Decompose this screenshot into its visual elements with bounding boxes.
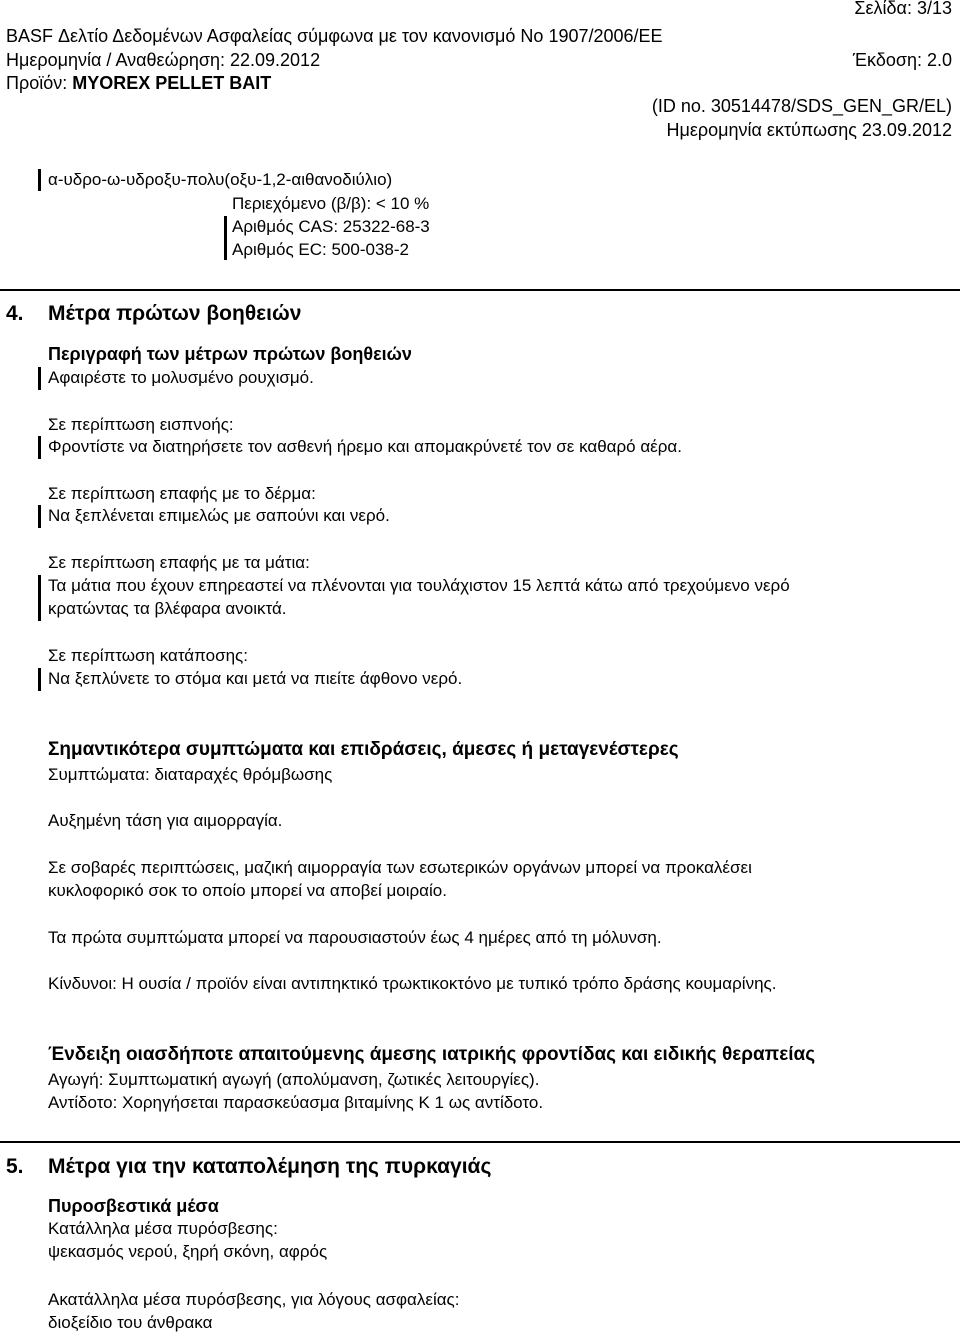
section-divider [0, 1141, 960, 1143]
section-5-number: 5. [6, 1155, 24, 1178]
ingestion-text: Να ξεπλύνετε το στόμα και μετά να πιείτε άφθονο νερό. [48, 669, 463, 688]
medical-care-heading: Ένδειξη οιασδήποτε απαιτούμενης άμεσης ιατρικής φροντίδας και ειδικής θεραπείας [48, 1044, 816, 1065]
print-date: Ημερομηνία εκτύπωσης 23.09.2012 [666, 120, 952, 140]
id-number: (ID no. 30514478/SDS_GEN_GR/EL) [651, 96, 952, 116]
change-bar [38, 505, 41, 528]
suitable-media-text: ψεκασμός νερού, ξηρή σκόνη, αφρός [48, 1242, 328, 1261]
product-label: Προϊόν: [6, 73, 73, 93]
first-aid-description-heading: Περιγραφή των μέτρων πρώτων βοηθειών [48, 344, 412, 364]
symptoms-heading: Σημαντικότερα συμπτώματα και επιδράσεις, άμεσες ή μεταγενέστερες [48, 739, 679, 760]
change-bar [38, 668, 41, 691]
component-content: Περιεχόμενο (β/β): < 10 % [232, 194, 430, 213]
unsuitable-media-text: διοξείδιο του άνθρακα [48, 1313, 213, 1332]
section-5-title: Μέτρα για την καταπολέμηση της πυρκαγιάς [48, 1155, 492, 1178]
ec-number: Αριθμός EC: 500-038-2 [232, 240, 409, 259]
change-bar [38, 436, 41, 459]
document-title: BASF Δελτίο Δεδομένων Ασφαλείας σύμφωνα με τον κανονισμό No 1907/2006/ΕΕ [6, 26, 663, 46]
severe-cases-line-2: κυκλοφορικό σοκ το οποίο μπορεί να αποβεί μοιραίο. [48, 881, 447, 900]
inhalation-label: Σε περίπτωση εισπνοής: [48, 415, 234, 434]
eyes-label: Σε περίπτωση επαφής με τα μάτια: [48, 553, 310, 572]
change-bar [38, 169, 41, 191]
change-bar [38, 575, 41, 621]
change-bar [224, 216, 227, 260]
component-name: α-υδρο-ω-υδροξυ-πολυ(οξυ-1,2-αιθανοδιύλιο) [48, 170, 393, 189]
symptoms-text: Συμπτώματα: διαταραχές θρόμβωσης [48, 765, 333, 784]
skin-text: Να ξεπλένεται επιμελώς με σαπούνι και νερό. [48, 506, 390, 525]
product-name: MYOREX PELLET BAIT [72, 73, 272, 93]
revision-date: Ημερομηνία / Αναθεώρηση: 22.09.2012 [6, 50, 321, 70]
bleeding-text: Αυξημένη τάση για αιμορραγία. [48, 811, 283, 830]
ingestion-label: Σε περίπτωση κατάποσης: [48, 646, 248, 665]
treatment-text: Αγωγή: Συμπτωματική αγωγή (απολύμανση, ζωτικές λειτουργίες). [48, 1070, 540, 1089]
eyes-text-line-1: Τα μάτια που έχουν επηρεαστεί να πλένονται για τουλάχιστον 15 λεπτά κάτω από τρεχούμενο νερό [48, 576, 790, 595]
inhalation-text: Φροντίστε να διατηρήσετε τον ασθενή ήρεμο και απομακρύνετέ τον σε καθαρό αέρα. [48, 437, 682, 456]
version: Έκδοση: 2.0 [852, 50, 952, 70]
eyes-text-line-2: κρατώντας τα βλέφαρα ανοικτά. [48, 599, 287, 618]
product-line [6, 73, 271, 94]
hazards-text: Κίνδυνοι: Η ουσία / προϊόν είναι αντιπηκτικό τρωκτικοκτόνο με τυπικό τρόπο δράσης κουμαρίνης. [48, 974, 777, 993]
change-bar [38, 367, 41, 390]
section-4-title: Μέτρα πρώτων βοηθειών [48, 302, 302, 325]
first-aid-description-text: Αφαιρέστε το μολυσμένο ρουχισμό. [48, 368, 314, 387]
section-divider [0, 289, 960, 291]
unsuitable-media-label: Ακατάλληλα μέσα πυρόσβεσης, για λόγους ασφαλείας: [48, 1290, 460, 1309]
extinguishing-media-heading: Πυροσβεστικά μέσα [48, 1196, 219, 1216]
severe-cases-line-1: Σε σοβαρές περιπτώσεις, μαζική αιμορραγία των εσωτερικών οργάνων μπορεί να προκαλέσει [48, 858, 752, 877]
suitable-media-label: Κατάλληλα μέσα πυρόσβεσης: [48, 1219, 278, 1238]
page-number: Σελίδα: 3/13 [854, 0, 952, 18]
first-symptoms-text: Τα πρώτα συμπτώματα μπορεί να παρουσιαστούν έως 4 ημέρες από τη μόλυνση. [48, 928, 662, 947]
skin-label: Σε περίπτωση επαφής με το δέρμα: [48, 484, 316, 503]
section-4-number: 4. [6, 302, 24, 325]
antidote-text: Αντίδοτο: Χορηγήσεται παρασκεύασμα βιταμίνης Κ 1 ως αντίδοτο. [48, 1093, 544, 1112]
cas-number: Αριθμός CAS: 25322-68-3 [232, 217, 430, 236]
